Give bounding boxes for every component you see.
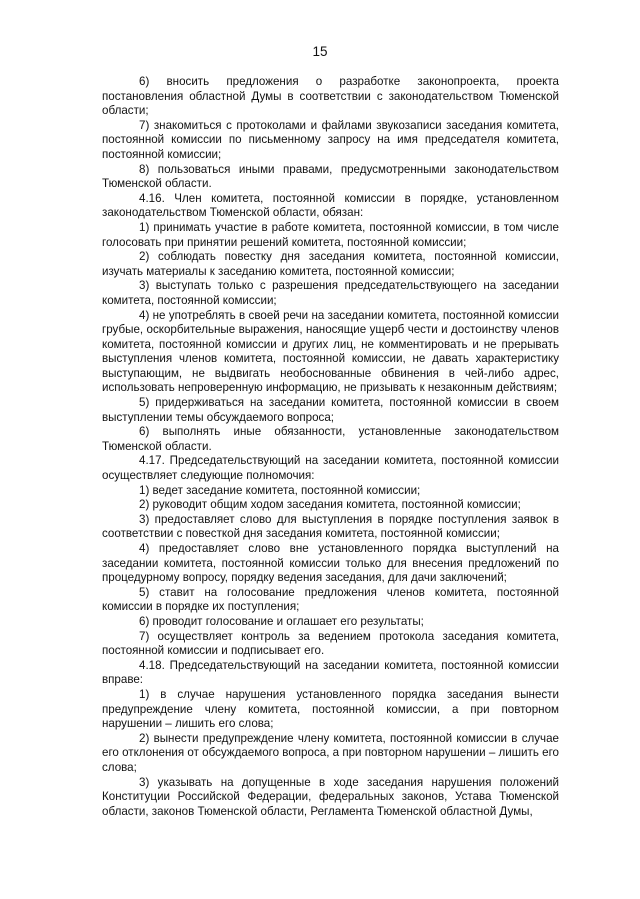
paragraph: 2) соблюдать повестку дня заседания комитета, постоянной комиссии, изучать материалы к заседанию комитета, постоянной комиссии; (102, 250, 559, 278)
paragraph: 1) ведет заседание комитета, постоянной комиссии; (139, 483, 421, 497)
paragraph: 8) пользоваться иными правами, предусмотренными законодательством Тюменской области. (102, 162, 559, 191)
paragraph: 4) предоставляет слово вне установленного порядка выступлений на заседании комитета, постоянной комиссии только для внесения предложений по процедурному вопросу, порядку ведения заседания, для дачи заключений; (102, 542, 559, 585)
paragraph: 4.16. Член комитета, постоянной комиссии в порядке, установленном законодательством Тюменской области, обязан: (102, 191, 559, 220)
paragraph: 5) ставит на голосование предложения членов комитета, постоянной комиссии в порядке их поступления; (102, 585, 559, 614)
paragraph: 2) руководит общим ходом заседания комитета, постоянной комиссии; (139, 498, 521, 512)
paragraph: 7) знакомиться с протоколами и файлами звукозаписи заседания комитета, постоянной комиссии по письменному запросу на имя председателя комитета, постоянной комиссии; (102, 118, 559, 161)
paragraph: 3) предоставляет слово для выступления в порядке поступления заявок в соответствии с повесткой дня заседания комитета, постоянной комиссии; (102, 512, 559, 541)
paragraph: 4.18. Председательствующий на заседании комитета, постоянной комиссии вправе: (102, 658, 559, 687)
page-number: 15 (312, 44, 328, 59)
paragraph: 2) вынести предупреждение члену комитета, постоянной комиссии в случае его отклонения от обсуждаемого вопроса, а при повторном нарушении – лишить его слова; (102, 731, 559, 774)
paragraph: 6) выполнять иные обязанности, установленные законодательством Тюменской области. (102, 425, 559, 453)
paragraph: 3) выступать только с разрешения председательствующего на заседании комитета, постоянной комиссии; (102, 279, 559, 307)
paragraph: 7) осуществляет контроль за ведением протокола заседания комитета, постоянной комиссии и подписывает его. (102, 629, 559, 658)
paragraph: 1) в случае нарушения установленного порядка заседания вынести предупреждение члену комитета, постоянной комиссии, а при повторном нарушении – лишить его слова; (102, 687, 559, 731)
paragraph: 4) не употреблять в своей речи на заседании комитета, постоянной комиссии грубые, оскорбительные выражения, наносящие ущерб чести и достоинству членов комитета, постоянной комиссии и других лиц, не комментировать и не прерывать выступления членов комитета, постоянной комиссии, не давать характеристику выступающим, не выдвигать необоснованные обвинения в чей-либо адрес, использовать непроверенную информацию, не призывать к незаконным действиям; (102, 308, 559, 395)
paragraph: 3) указывать на допущенные в ходе заседания нарушения положений Конституции Российской Федерации, федеральных законов, Устава Тюменской области, законов Тюменской области, Регламента Тюменской областной Думы, (102, 775, 559, 818)
paragraph: 6) проводит голосование и оглашает его результаты; (139, 614, 424, 628)
paragraph: 6) вносить предложения о разработке законопроекта, проекта постановления областной Думы в соответствии с законодательством Тюменской области; (102, 75, 559, 118)
paragraph: 4.17. Председательствующий на заседании комитета, постоянной комиссии осуществляет следующие полномочия: (102, 454, 559, 483)
document-body (102, 75, 559, 819)
paragraph: 5) придерживаться на заседании комитета, постоянной комиссии в своем выступлении темы обсуждаемого вопроса; (102, 396, 559, 424)
paragraph: 1) принимать участие в работе комитета, постоянной комиссии, в том числе голосовать при принятии решений комитета, постоянной комиссии; (102, 220, 559, 249)
